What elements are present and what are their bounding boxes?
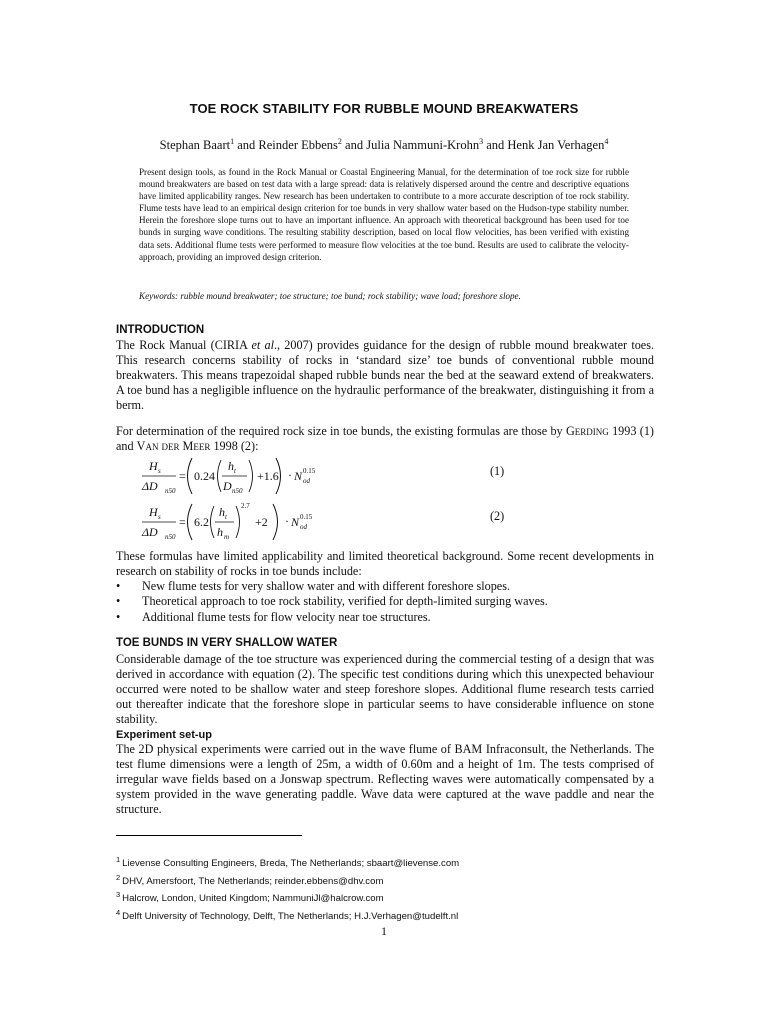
page-number: 1: [381, 924, 387, 938]
eq1-lhs-numerator-sub: s: [158, 467, 161, 475]
footnote-mark: 1: [116, 855, 121, 864]
footnote-text: DHV, Amersfoort, The Netherlands; reinder.ebbens@dhv.com: [122, 875, 384, 887]
list-item: [116, 579, 654, 594]
author-separator: and: [483, 138, 508, 153]
author-affiliation-mark: 4: [604, 137, 609, 146]
citation-van-der-meer: Van der Meer: [136, 439, 211, 454]
shallow-paragraph-2: The 2D physical experiments were carried out in the wave flume of BAM Infraconsult, the Netherlands. The test flume dimensions were a length of 25m, a width of 0.60m and a height of 1m. The tests comprised of irregular wave fields based on a Jonswap spectrum. Reflecting waves were automatically compensated by a system provided in the wave generating paddle. Wave data were captured at the wave paddle and near the structure.: [116, 742, 654, 817]
eq1-ratio-numerator: h: [228, 459, 234, 473]
eq1-lhs-denominator-sub: n50: [165, 487, 176, 495]
eq1-ratio-denominator-sub: n50: [232, 487, 243, 495]
intro-paragraph-2: [116, 424, 654, 454]
list-item: [116, 594, 654, 609]
section-heading-introduction: INTRODUCTION: [116, 324, 205, 336]
eq1-lhs-denominator: ΔD: [142, 479, 158, 493]
eq2-lhs-numerator-sub: s: [158, 513, 161, 521]
list-item-text: New flume tests for very shallow water and with different foreshore slopes.: [142, 579, 510, 593]
eq1-n: N: [294, 469, 303, 483]
eq1-n-sub: od: [303, 477, 310, 485]
footnote-mark: 3: [116, 890, 121, 900]
eq1-coefficient: 0.24: [194, 469, 215, 483]
eq2-lhs-denominator: ΔD: [142, 525, 158, 539]
footnote-text: Lievense Consulting Engineers, Breda, The Netherlands; sbaart@lievense.com: [122, 858, 460, 870]
eq2-n: N: [291, 515, 300, 529]
eq2-exponent: 2.7: [241, 502, 250, 510]
eq2-ratio-denominator-sub: m: [224, 533, 230, 541]
eq1-lhs-numerator: H: [149, 459, 158, 473]
list-item-text: Theoretical approach to toe rock stability, verified for depth-limited surging waves.: [142, 594, 548, 609]
list-item: [116, 610, 654, 625]
eq2-equals: =: [179, 515, 186, 529]
footnote: [116, 853, 459, 871]
author-affiliation-mark: 3: [479, 137, 484, 146]
eq2-ratio-numerator: h: [219, 505, 225, 519]
intro-paragraph-3: These formulas have limited applicability and limited theoretical background. Some recent developments in research on stability of rocks in toe bunds include:: [116, 549, 654, 579]
eq1-ratio-denominator: D: [223, 479, 232, 493]
intro-text: 1998 (2):: [210, 439, 259, 454]
eq2-dot: ·: [285, 514, 289, 528]
author-affiliation-mark: 1: [230, 137, 235, 146]
developments-list: [116, 579, 654, 625]
eq1-n-sup: 0.15: [303, 467, 316, 475]
abstract: Present design tools, as found in the Rock Manual or Coastal Engineering Manual, for the determination of toe rock size for rubble mound breakwaters are based on test data with a large spread: data is relatively dispersed around the centre and descriptive equations have limited applicability ranges. New research has been undertaken to contribute to a more accurate description of toe rock stability. Flume tests have lead to an empirical design criterion for toe bunds in very shallow water based on the Hudson-type stability number. Herein the foreshore slope turns out to have an important influence. An approach with theoretical background has been used for toe bunds in surging wave conditions. The resulting stability description, based on local flow velocities, has been verified with existing data sets. Additional flume tests were performed to measure flow velocities at the toe bund. Results are used to calibrate the velocity-approach, providing an improved design criterion.: [139, 167, 629, 262]
bullet-icon: •: [116, 594, 121, 609]
eq2-n-sup: 0.15: [300, 513, 313, 521]
eq2-lhs-denominator-sub: n50: [165, 533, 176, 541]
footnote: [116, 871, 459, 889]
footnotes: [116, 853, 459, 923]
equation-1: [140, 455, 340, 497]
eq2-ratio-numerator-sub: t: [225, 513, 227, 521]
intro-text: 1993 (1) and: [116, 424, 654, 454]
eq1-dot: ·: [288, 468, 292, 482]
author-separator: and: [341, 138, 367, 153]
author: Henk Jan Verhagen: [507, 138, 605, 153]
footnote: [116, 906, 459, 924]
eq2-n-sub: od: [300, 523, 307, 531]
equation-2-number: (2): [490, 509, 505, 523]
eq2-ratio-denominator: h: [217, 525, 223, 539]
author: Reinder Ebbens: [258, 138, 338, 153]
eq1-ratio-numerator-sub: t: [234, 467, 236, 475]
intro-paragraph-1: [116, 338, 654, 413]
footnote: [116, 888, 459, 906]
citation-gerding: Gerding: [565, 424, 609, 438]
intro-text: ., 2007) provides guidance for the design of rubble mound breakwater toes. This research concerns stability of rocks in ‘standard size’ toe bunds of conventional rubble mound breakwaters. This means trapezoidal shaped rubble bunds near the bed at the seaward extend of breakwaters. A toe bund has a negligible influence on the hydraulic performance of the breakwater, distinguishing it from a berm.: [116, 338, 655, 413]
section-heading-shallow-water: TOE BUNDS IN VERY SHALLOW WATER: [116, 637, 338, 649]
footnote-separator: [116, 835, 302, 836]
eq2-lhs-numerator: H: [149, 505, 158, 519]
footnote-text: Delft University of Technology, Delft, The Netherlands; H.J.Verhagen@tudelft.nl: [122, 910, 459, 922]
et-al-text: et al: [251, 338, 274, 352]
footnote-mark: 4: [116, 907, 121, 917]
author-separator: and: [234, 138, 259, 153]
equation-1-number: (1): [490, 464, 505, 478]
footnote-text: Halcrow, London, United Kingdom; NammuniJl@halcrow.com: [122, 893, 384, 905]
intro-text: The Rock Manual (CIRIA: [116, 338, 252, 352]
keywords: Keywords: rubble mound breakwater; toe structure; toe bund; rock stability; wave load; foreshore slope.: [139, 291, 521, 301]
eq1-plus-term: +1.6: [257, 469, 279, 483]
bullet-icon: •: [116, 579, 121, 593]
author-affiliation-mark: 2: [337, 137, 342, 146]
shallow-paragraph-1: Considerable damage of the toe structure was experienced during the commercial testing of a design that was derived in accordance with equation (2). The specific test conditions during which this unexpected behaviour occurred were noted to be shallow water and steep foreshore slopes. Additional flume research tests carried out thereafter indicate that the foreshore slope in particular seems to have considerable influence on stone stability.: [116, 652, 654, 727]
bullet-icon: •: [116, 609, 121, 624]
eq1-equals: =: [179, 469, 186, 483]
intro-text: For determination of the required rock size in toe bunds, the existing formulas are those by: [116, 424, 566, 438]
author-line: [0, 137, 768, 153]
eq2-plus-term: +2: [255, 515, 268, 529]
author: Julia Nammuni-Krohn: [366, 138, 480, 153]
equation-2: [140, 499, 340, 543]
list-item-text: Additional flume tests for flow velocity near toe structures.: [142, 609, 431, 624]
footnote-mark: 2: [116, 872, 121, 882]
subsection-heading-experiment-setup: Experiment set-up: [116, 729, 212, 741]
eq2-coefficient: 6.2: [194, 515, 209, 529]
paper-title: TOE ROCK STABILITY FOR RUBBLE MOUND BREAKWATERS: [189, 101, 579, 116]
author: Stephan Baart: [159, 138, 231, 153]
